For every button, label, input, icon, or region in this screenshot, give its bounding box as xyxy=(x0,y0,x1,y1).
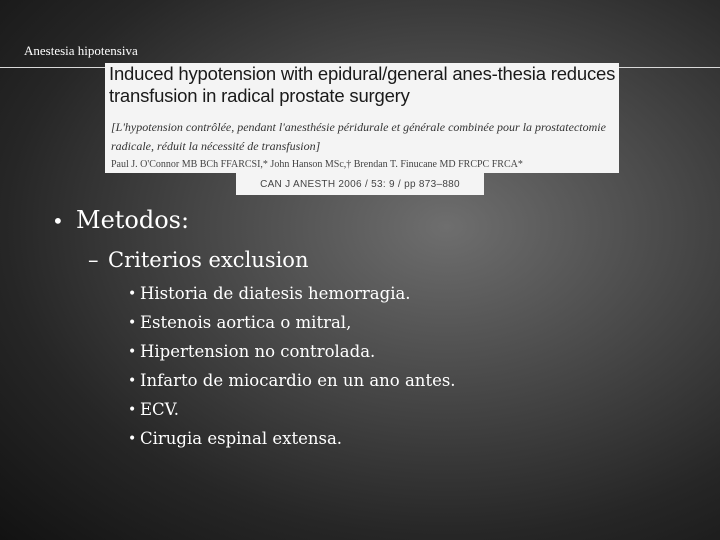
list-item xyxy=(128,279,456,308)
bullet-level1 xyxy=(52,202,189,239)
article-title: Induced hypotension with epidural/general anes-thesia reduces transfusion in radical prostate surgery xyxy=(109,63,616,106)
list-item xyxy=(128,366,456,395)
bullet-glyph: • xyxy=(128,401,137,418)
bullet-glyph: • xyxy=(128,314,137,331)
list-item-text: Cirugia espinal extensa. xyxy=(140,429,343,448)
list-item-text: Historia de diatesis hemorragia. xyxy=(140,284,411,303)
list-item-text: ECV. xyxy=(140,400,179,419)
list-item-text: Infarto de miocardio en un ano antes. xyxy=(140,371,456,390)
dash-glyph: – xyxy=(88,248,99,272)
bullet-glyph: • xyxy=(52,209,64,233)
list-item xyxy=(128,308,456,337)
article-citation: CAN J ANESTH 2006 / 53: 9 / pp 873–880 xyxy=(236,173,484,195)
bullet-level2 xyxy=(88,244,308,276)
slide-title: Anestesia hipotensiva xyxy=(24,43,138,58)
list-item xyxy=(128,424,456,453)
list-item xyxy=(128,337,456,366)
article-french-subtitle: [L'hypotension contrôlée, pendant l'anesthésie péridurale et générale combinée pour la prostatectomie radicale, réduit la nécessité de transfusion] xyxy=(111,120,606,153)
level2-text: Criterios exclusion xyxy=(108,248,309,272)
list-item-text: Hipertension no controlada. xyxy=(140,342,376,361)
bullet-glyph: • xyxy=(128,430,137,447)
level1-text: Metodos: xyxy=(76,206,190,234)
bullet-glyph: • xyxy=(128,372,137,389)
list-item xyxy=(128,395,456,424)
list-item-text: Estenois aortica o mitral, xyxy=(140,313,352,332)
exclusion-criteria-list xyxy=(128,279,456,453)
article-authors: Paul J. O'Connor MB BCh FFARCSI,* John Hanson MSc,† Brendan T. Finucane MD FRCPC FRCA* xyxy=(111,159,523,170)
bullet-glyph: • xyxy=(128,343,137,360)
article-clipping xyxy=(105,63,619,173)
bullet-glyph: • xyxy=(128,285,137,302)
